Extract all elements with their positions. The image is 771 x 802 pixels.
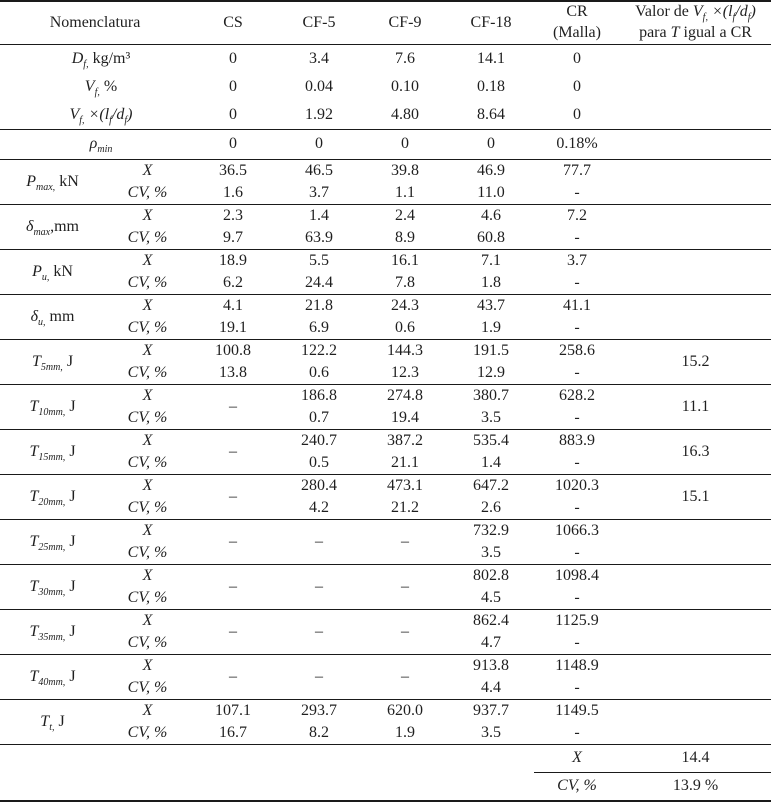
footer-cv-row (0, 773, 771, 802)
valor-cell (620, 160, 771, 205)
row-label-pmax (0, 160, 105, 205)
value-cell: - (574, 228, 580, 246)
row-label-du-text: $\delta_{u,}$ mm (30, 307, 75, 328)
cr-line1: CR (566, 3, 588, 21)
value-cell: 8.64 (477, 105, 505, 123)
value-cell: 4.7 (481, 633, 501, 651)
value-cell: 2.4 (362, 205, 448, 228)
stat-label-x: X (105, 430, 190, 453)
col-header-cf5: CF-5 (276, 1, 362, 45)
row-t35-x (0, 610, 771, 633)
value-cell: 16.1 (362, 250, 448, 273)
row-label-df-text: $D_{f,}$ kg/m³ (71, 49, 131, 70)
valor-cell: 15.2 (620, 340, 771, 385)
value-cell: 1.9 (395, 723, 415, 741)
value-cell: 0 (573, 77, 581, 95)
value-cell: 3.7 (534, 250, 620, 273)
valor-cell: 11.1 (620, 385, 771, 430)
value-cell: - (574, 678, 580, 696)
value-cell: 63.9 (305, 228, 333, 246)
dash-cell: – (276, 655, 362, 700)
row-label-t5 (0, 340, 105, 385)
row-label-pu-text: $P_{u,}$ kN (32, 262, 73, 283)
dash-cell: – (190, 430, 276, 475)
value-cell: 24.3 (362, 295, 448, 318)
dash-cell: – (190, 520, 276, 565)
stat-label-cv: CV, % (127, 228, 168, 246)
row-label-vf-ld (0, 101, 190, 130)
value-cell: 4.1 (190, 295, 276, 318)
stat-label-x: X (105, 160, 190, 183)
stat-label-x: X (105, 700, 190, 723)
value-cell: 0 (229, 105, 237, 123)
cr-line2: (Malla) (553, 24, 601, 41)
value-cell: 0.7 (309, 408, 329, 426)
value-cell: 387.2 (362, 430, 448, 453)
row-label-du (0, 295, 105, 340)
value-cell: 7.8 (395, 273, 415, 291)
valor-cell (620, 520, 771, 565)
stat-label-x: X (105, 565, 190, 588)
value-cell: 628.2 (534, 385, 620, 408)
value-cell: 732.9 (448, 520, 534, 543)
value-cell: - (574, 183, 580, 201)
row-label-vf-ld-text: $V_{f,} \times(l_f/d_f)$ (69, 105, 133, 126)
footer-cv-label: CV, % (534, 773, 620, 802)
value-cell: 16.7 (219, 723, 247, 741)
valor-cell (620, 250, 771, 295)
row-pmax-x (0, 160, 771, 183)
stat-label-x: X (105, 655, 190, 678)
value-cell: 937.7 (448, 700, 534, 723)
value-cell: 0 (229, 49, 237, 67)
header-row (0, 1, 771, 45)
value-cell: - (574, 408, 580, 426)
value-cell: - (574, 543, 580, 561)
stat-label-cv: CV, % (127, 723, 168, 741)
stat-label-cv: CV, % (127, 453, 168, 471)
valor-cell (620, 610, 771, 655)
value-cell: 3.5 (481, 408, 501, 426)
stat-label-x: X (105, 520, 190, 543)
dash-cell: – (190, 655, 276, 700)
stat-label-x: X (105, 340, 190, 363)
value-cell: 1066.3 (534, 520, 620, 543)
value-cell: 6.9 (309, 318, 329, 336)
row-label-t25 (0, 520, 105, 565)
value-cell: - (574, 498, 580, 516)
empty-cell (620, 73, 771, 101)
value-cell: 1.8 (481, 273, 501, 291)
dash-cell: – (362, 655, 448, 700)
value-cell: 274.8 (362, 385, 448, 408)
value-cell: 647.2 (448, 475, 534, 498)
value-cell: 240.7 (276, 430, 362, 453)
value-cell: 1.4 (481, 453, 501, 471)
value-cell: 802.8 (448, 565, 534, 588)
value-cell: 4.6 (448, 205, 534, 228)
row-t15-x (0, 430, 771, 453)
valor-header-text: Valor de $V_{f,} \times(l_f/d_f)$ para T igual a CR (635, 3, 756, 41)
stat-label-cv: CV, % (127, 183, 168, 201)
value-cell: 473.1 (362, 475, 448, 498)
value-cell: 4.4 (481, 678, 501, 696)
dash-cell: – (190, 610, 276, 655)
row-label-t10 (0, 385, 105, 430)
row-label-pu (0, 250, 105, 295)
dash-cell: – (362, 520, 448, 565)
value-cell: 77.7 (534, 160, 620, 183)
row-label-rho-min (0, 130, 190, 160)
empty-cell (0, 745, 534, 773)
value-cell: - (574, 453, 580, 471)
row-t25-x (0, 520, 771, 543)
value-cell: 293.7 (276, 700, 362, 723)
value-cell: 21.8 (276, 295, 362, 318)
dash-cell: – (362, 610, 448, 655)
row-label-tt (0, 700, 105, 745)
value-cell: 0 (276, 130, 362, 160)
value-cell: 7.1 (448, 250, 534, 273)
stat-label-cv: CV, % (127, 678, 168, 696)
dash-cell: – (190, 385, 276, 430)
value-cell: 0 (229, 77, 237, 95)
value-cell: 1148.9 (534, 655, 620, 678)
dash-cell: – (276, 610, 362, 655)
value-cell: 913.8 (448, 655, 534, 678)
dash-cell: – (276, 565, 362, 610)
value-cell: 3.5 (481, 543, 501, 561)
value-cell: 19.4 (391, 408, 419, 426)
valor-cell (620, 205, 771, 250)
row-label-rho-min-text: $\rho_{min}$ (89, 135, 113, 156)
value-cell: 21.2 (391, 498, 419, 516)
stat-label-x: X (105, 385, 190, 408)
value-cell: 0.04 (305, 77, 333, 95)
value-cell: 6.2 (223, 273, 243, 291)
row-label-t5-text: $T_{5mm,}$ J (31, 352, 74, 373)
empty-cell (620, 45, 771, 74)
value-cell: 1125.9 (534, 610, 620, 633)
value-cell: 186.8 (276, 385, 362, 408)
value-cell: 1.1 (395, 183, 415, 201)
value-cell: 11.0 (477, 183, 505, 201)
value-cell: 0.6 (395, 318, 415, 336)
value-cell: 0.6 (309, 363, 329, 381)
row-t30-x (0, 565, 771, 588)
value-cell: 1149.5 (534, 700, 620, 723)
row-label-t40-text: $T_{40mm,}$ J (29, 667, 76, 688)
stat-label-x: X (105, 610, 190, 633)
row-t20-x (0, 475, 771, 498)
value-cell: 280.4 (276, 475, 362, 498)
value-cell: 60.8 (477, 228, 505, 246)
value-cell: 100.8 (190, 340, 276, 363)
stat-label-cv: CV, % (127, 273, 168, 291)
value-cell: 1098.4 (534, 565, 620, 588)
value-cell: 46.5 (276, 160, 362, 183)
value-cell: 0.18 (477, 77, 505, 95)
value-cell: 43.7 (448, 295, 534, 318)
value-cell: 144.3 (362, 340, 448, 363)
value-cell: 1.92 (305, 105, 333, 123)
stat-label-cv: CV, % (127, 363, 168, 381)
row-label-t30-text: $T_{30mm,}$ J (29, 577, 76, 598)
value-cell: 9.7 (223, 228, 243, 246)
footer-x-label: X (534, 745, 620, 773)
value-cell: 258.6 (534, 340, 620, 363)
row-label-t30 (0, 565, 105, 610)
value-cell: 13.8 (219, 363, 247, 381)
col-header-nomenclatura: Nomenclatura (0, 1, 190, 45)
value-cell: 36.5 (190, 160, 276, 183)
value-cell: - (574, 318, 580, 336)
dash-cell: – (190, 565, 276, 610)
row-vf-ld (0, 101, 771, 130)
stat-label-cv: CV, % (127, 543, 168, 561)
row-label-pmax-text: $P_{max,}$ kN (26, 172, 79, 193)
stat-label-x: X (105, 205, 190, 228)
col-header-cf18: CF-18 (448, 1, 534, 45)
row-dmax-x (0, 205, 771, 228)
value-cell: 7.6 (395, 49, 415, 67)
value-cell: - (574, 363, 580, 381)
empty-cell (620, 130, 771, 160)
row-label-vf-text: $V_{f,}$ % (84, 77, 118, 98)
stat-label-x: X (105, 475, 190, 498)
value-cell: 41.1 (534, 295, 620, 318)
value-cell: 0.10 (391, 77, 419, 95)
row-tt-x (0, 700, 771, 723)
value-cell: 12.9 (477, 363, 505, 381)
row-label-dmax-text: $\delta_{max},mm$ (26, 217, 79, 238)
row-label-df (0, 45, 190, 74)
row-label-t20-text: $T_{20mm,}$ J (29, 487, 76, 508)
empty-cell (0, 773, 534, 802)
value-cell: - (574, 633, 580, 651)
footer-x-value: 14.4 (620, 745, 771, 773)
value-cell: 0 (448, 130, 534, 160)
value-cell: 1.4 (276, 205, 362, 228)
row-label-t35-text: $T_{35mm,}$ J (29, 622, 76, 643)
row-t5-x (0, 340, 771, 363)
row-vf (0, 73, 771, 101)
value-cell: 4.5 (481, 588, 501, 606)
value-cell: 14.1 (477, 49, 505, 67)
value-cell: 39.8 (362, 160, 448, 183)
row-df (0, 45, 771, 74)
col-header-cs: CS (190, 1, 276, 45)
value-cell: 7.2 (534, 205, 620, 228)
value-cell: 5.5 (276, 250, 362, 273)
row-label-t35 (0, 610, 105, 655)
valor-cell (620, 655, 771, 700)
row-label-t20 (0, 475, 105, 520)
col-header-valor (620, 1, 771, 45)
value-cell: 0.5 (309, 453, 329, 471)
value-cell: 0 (573, 49, 581, 67)
row-label-dmax (0, 205, 105, 250)
empty-cell (620, 101, 771, 130)
row-label-t40 (0, 655, 105, 700)
row-label-t25-text: $T_{25mm,}$ J (29, 532, 76, 553)
value-cell: 3.7 (309, 183, 329, 201)
value-cell: 12.3 (391, 363, 419, 381)
stat-label-cv: CV, % (127, 633, 168, 651)
stat-label-x: X (105, 250, 190, 273)
valor-cell (620, 700, 771, 745)
row-label-t15 (0, 430, 105, 475)
row-label-t10-text: $T_{10mm,}$ J (29, 397, 76, 418)
stat-label-x: X (105, 295, 190, 318)
value-cell: 8.2 (309, 723, 329, 741)
row-du-x (0, 295, 771, 318)
dash-cell: – (362, 565, 448, 610)
value-cell: 620.0 (362, 700, 448, 723)
value-cell: 191.5 (448, 340, 534, 363)
value-cell: 1.6 (223, 183, 243, 201)
stat-label-cv: CV, % (127, 498, 168, 516)
value-cell: 3.5 (481, 723, 501, 741)
valor-cell: 15.1 (620, 475, 771, 520)
dash-cell: – (276, 520, 362, 565)
row-t40-x (0, 655, 771, 678)
value-cell: 0.18% (534, 130, 620, 160)
stat-label-cv: CV, % (127, 588, 168, 606)
value-cell: 1.9 (481, 318, 501, 336)
value-cell: 24.4 (305, 273, 333, 291)
value-cell: 8.9 (395, 228, 415, 246)
value-cell: 0 (573, 105, 581, 123)
value-cell: 122.2 (276, 340, 362, 363)
stat-label-cv: CV, % (127, 318, 168, 336)
value-cell: 2.6 (481, 498, 501, 516)
value-cell: 4.80 (391, 105, 419, 123)
row-label-tt-text: $T_{t,}$ J (40, 712, 65, 733)
value-cell: 18.9 (190, 250, 276, 273)
row-label-vf (0, 73, 190, 101)
valor-cell: 16.3 (620, 430, 771, 475)
value-cell: 21.1 (391, 453, 419, 471)
value-cell: 862.4 (448, 610, 534, 633)
col-header-cf9: CF-9 (362, 1, 448, 45)
footer-cv-value: 13.9 % (620, 773, 771, 802)
value-cell: - (574, 723, 580, 741)
row-t10-x (0, 385, 771, 408)
value-cell: 535.4 (448, 430, 534, 453)
value-cell: 380.7 (448, 385, 534, 408)
value-cell: 883.9 (534, 430, 620, 453)
value-cell: 1020.3 (534, 475, 620, 498)
value-cell: 46.9 (448, 160, 534, 183)
value-cell: 107.1 (190, 700, 276, 723)
value-cell: 0 (362, 130, 448, 160)
value-cell: - (574, 588, 580, 606)
row-label-t15-text: $T_{15mm,}$ J (29, 442, 76, 463)
footer-x-row (0, 745, 771, 773)
value-cell: 0 (190, 130, 276, 160)
col-header-cr (534, 1, 620, 45)
stat-label-cv: CV, % (127, 408, 168, 426)
value-cell: 3.4 (309, 49, 329, 67)
value-cell: 4.2 (309, 498, 329, 516)
value-cell: 19.1 (219, 318, 247, 336)
valor-cell (620, 295, 771, 340)
row-pu-x (0, 250, 771, 273)
valor-cell (620, 565, 771, 610)
value-cell: - (574, 273, 580, 291)
row-rho-min (0, 130, 771, 160)
dash-cell: – (190, 475, 276, 520)
value-cell: 2.3 (190, 205, 276, 228)
